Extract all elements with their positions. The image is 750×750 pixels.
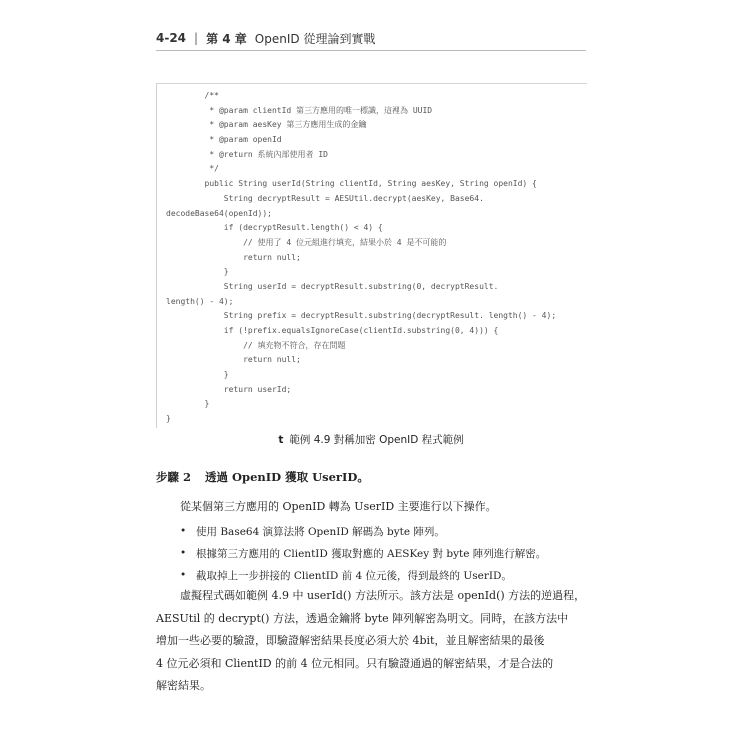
code-line: String prefix = decryptResult.substring(decryptResult. length() - 4); <box>166 311 557 321</box>
code-line: * @param openId <box>166 135 282 145</box>
code-listing <box>156 83 587 428</box>
code-line: } <box>166 370 229 380</box>
header-separator: | <box>194 31 199 45</box>
code-line: } <box>166 399 210 409</box>
code-line: public String userId(String clientId, String aesKey, String openId) { <box>166 179 537 189</box>
caption-text: 範例 4.9 對稱加密 OpenID 程式範例 <box>289 434 464 446</box>
code-top-divider <box>157 83 587 84</box>
code-line: return userId; <box>166 384 292 394</box>
code-line: decodeBase64(openId)); <box>166 208 272 218</box>
list-item <box>180 564 586 586</box>
list-item-text: 根據第三方應用的 ClientID 獲取對應的 AESKey 對 byte 陣列進行解密。 <box>196 547 547 560</box>
body-line: AESUtil 的 decrypt() 方法，透過金鑰將 byte 陣列解密為明文。同時，在該方法中 <box>156 611 569 625</box>
running-header <box>156 28 586 48</box>
list-item-text: 使用 Base64 演算法將 OpenID 解碼為 byte 陣列。 <box>196 525 445 538</box>
list-item-text: 截取掉上一步拼接的 ClientID 前 4 位元後，得到最終的 UserID。 <box>196 569 512 582</box>
chapter-label: 第 4 章 <box>206 31 247 46</box>
code-line: if (decryptResult.length() < 4) { <box>166 223 383 233</box>
body-line: 虛擬程式碼如範例 4.9 中 userId() 方法所示。該方法是 openId() 方法的逆過程， <box>180 589 586 602</box>
body-line: 增加一些必要的驗證，即驗證解密結果長度必須大於 4bit，並且解密結果的最後 <box>156 634 545 647</box>
code-line: length() - 4); <box>166 296 234 306</box>
bullet-icon: • <box>180 547 187 559</box>
code-line: // 使用了 4 位元組進行填充，結果小於 4 是不可能的 <box>166 237 447 247</box>
caption-mark: t <box>278 434 284 446</box>
bullet-list <box>180 520 586 586</box>
list-item <box>180 542 586 564</box>
code-line: if (!prefix.equalsIgnoreCase(clientId.substring(0, 4))) { <box>166 326 499 335</box>
code-line: * @return 系統內部使用者 ID <box>166 149 328 159</box>
code-line: /** <box>166 91 219 100</box>
code-line: // 填充物不符合，存在問題 <box>166 340 346 350</box>
body-line: 解密結果。 <box>156 679 211 692</box>
chapter-title: OpenID 從理論到實戰 <box>254 31 376 46</box>
body-line: 4 位元必須和 ClientID 的前 4 位元相同。只有驗證通過的解密結果，才是合法的 <box>156 656 554 670</box>
bullet-icon: • <box>180 569 187 581</box>
code-line: String decryptResult = AESUtil.decrypt(aesKey, Base64. <box>166 193 484 203</box>
page-number: 4-24 <box>156 31 187 45</box>
code-line: return null; <box>166 252 301 262</box>
code-line: } <box>166 267 229 277</box>
step-text: 透過 OpenID 獲取 UserID。 <box>205 470 369 484</box>
code-line: * @param clientId 第三方應用的唯一標識，這裡為 UUID <box>166 105 433 115</box>
list-item <box>180 520 586 542</box>
header-divider <box>156 50 586 51</box>
code-line: String userId = decryptResult.substring(0, decryptResult. <box>166 281 499 291</box>
step-label: 步驟 2 <box>156 470 192 484</box>
listing-caption <box>156 432 586 447</box>
bullet-icon: • <box>180 525 187 537</box>
code-line: } <box>166 414 171 424</box>
code-line: */ <box>166 164 219 174</box>
intro-paragraph: 從某個第三方應用的 OpenID 轉為 UserID 主要進行以下操作。 <box>180 500 497 513</box>
code-line: * @param aesKey 第三方應用生成的金鑰 <box>166 120 367 130</box>
code-line: return null; <box>166 355 301 365</box>
body-paragraph <box>156 585 586 698</box>
step-heading <box>156 469 586 485</box>
code-block <box>166 89 586 427</box>
